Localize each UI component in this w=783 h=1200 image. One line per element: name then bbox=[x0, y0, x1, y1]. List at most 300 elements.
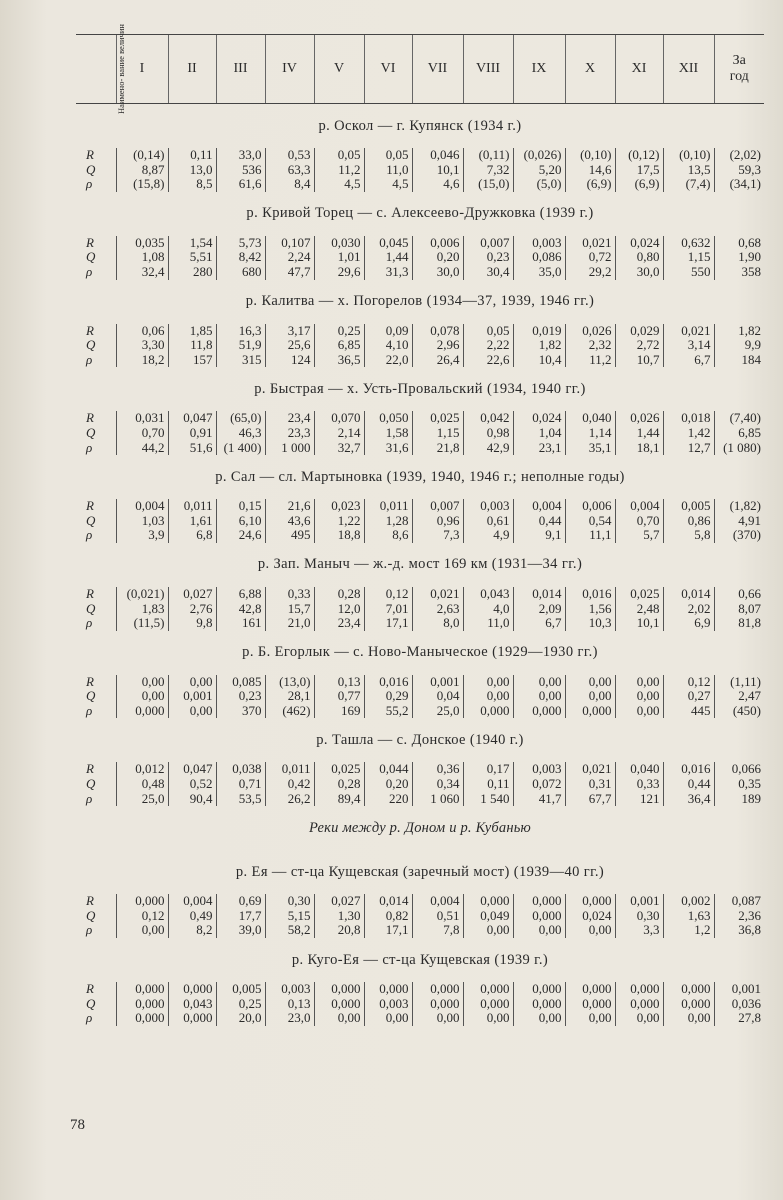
row-labels bbox=[76, 587, 116, 631]
value: 0,024 bbox=[630, 234, 660, 250]
value-cell bbox=[314, 411, 364, 455]
value: 3,17 bbox=[287, 322, 311, 338]
value-cell bbox=[663, 411, 714, 455]
value: 2,22 bbox=[486, 337, 510, 353]
value: 0,70 bbox=[636, 512, 660, 528]
value: 4,6 bbox=[443, 176, 460, 192]
value: 35,1 bbox=[588, 439, 612, 455]
value: (7,4) bbox=[685, 176, 711, 192]
value: 1,2 bbox=[694, 922, 711, 938]
row-label: R bbox=[86, 147, 94, 162]
value: 0,025 bbox=[630, 585, 660, 601]
value-cell bbox=[663, 675, 714, 719]
value: 370 bbox=[242, 702, 262, 718]
value: 0,00 bbox=[385, 1010, 409, 1026]
data-table bbox=[76, 24, 764, 1026]
value-cell bbox=[714, 587, 764, 631]
value: 0,007 bbox=[480, 234, 510, 250]
value: 0,043 bbox=[183, 995, 213, 1011]
value: 0,27 bbox=[687, 688, 711, 704]
section-data-row bbox=[76, 324, 764, 368]
value: (5,0) bbox=[536, 176, 562, 192]
value: 11,1 bbox=[589, 527, 612, 543]
header-month-3: III bbox=[216, 35, 265, 104]
value-cell bbox=[513, 324, 565, 368]
value: 31,3 bbox=[385, 263, 409, 279]
value: 2,09 bbox=[538, 600, 562, 616]
value: 7,01 bbox=[385, 600, 409, 616]
value: 0,96 bbox=[436, 512, 460, 528]
value: 0,005 bbox=[232, 981, 262, 997]
value: 0,011 bbox=[379, 498, 409, 514]
value-cell bbox=[463, 675, 513, 719]
value-cell bbox=[463, 982, 513, 1026]
value: 4,10 bbox=[385, 337, 409, 353]
value-cell bbox=[714, 411, 764, 455]
row-label: R bbox=[86, 761, 94, 777]
header-month-11: XI bbox=[615, 35, 663, 104]
section-title: р. Калитва — х. Погорелов (1934—37, 1939, 1946 гг.) bbox=[245, 293, 595, 310]
value-cell bbox=[412, 894, 463, 938]
value: 1,82 bbox=[738, 322, 761, 338]
row-label: R bbox=[86, 893, 94, 909]
value: 6,7 bbox=[694, 351, 711, 367]
value: 1,44 bbox=[636, 424, 660, 440]
row-label: Q bbox=[86, 907, 96, 923]
value: 0,000 bbox=[480, 995, 510, 1011]
value: 0,026 bbox=[582, 322, 612, 338]
value: 1,61 bbox=[189, 512, 213, 528]
row-labels bbox=[76, 148, 116, 192]
value: 0,29 bbox=[385, 688, 409, 704]
value-cell bbox=[565, 499, 615, 543]
value: 358 bbox=[741, 263, 761, 279]
value: 0,004 bbox=[532, 498, 562, 514]
value: 0,00 bbox=[486, 673, 510, 689]
value-cell bbox=[168, 411, 216, 455]
row-label: ρ bbox=[86, 615, 93, 631]
value: 23,3 bbox=[287, 424, 311, 440]
value-cell bbox=[513, 982, 565, 1026]
section-title-row bbox=[76, 718, 764, 762]
value: 0,04 bbox=[436, 688, 460, 704]
section-title-row bbox=[76, 104, 764, 149]
value: 0,004 bbox=[183, 893, 213, 909]
value: 0,000 bbox=[480, 893, 510, 909]
section-data-row bbox=[76, 587, 764, 631]
section-title-row bbox=[76, 631, 764, 675]
value: 55,2 bbox=[385, 702, 409, 718]
value: 1,28 bbox=[385, 512, 409, 528]
value: 0,00 bbox=[538, 1010, 562, 1026]
value: 0,030 bbox=[331, 234, 361, 250]
value: 0,30 bbox=[636, 907, 660, 923]
value: 0,00 bbox=[636, 688, 660, 704]
section-data-row bbox=[76, 894, 764, 938]
value: 8,6 bbox=[392, 527, 409, 543]
value-cell bbox=[364, 675, 412, 719]
value: 0,98 bbox=[486, 424, 510, 440]
header-month-9: IX bbox=[513, 35, 565, 104]
value: 161 bbox=[242, 615, 262, 631]
value: 0,000 bbox=[480, 702, 510, 718]
value: 2,72 bbox=[636, 337, 660, 353]
value: 3,3 bbox=[643, 922, 660, 938]
row-labels bbox=[76, 324, 116, 368]
section-data-row bbox=[76, 675, 764, 719]
value-cell bbox=[565, 675, 615, 719]
value: 4,5 bbox=[344, 176, 361, 192]
value-cell bbox=[565, 982, 615, 1026]
value-cell bbox=[116, 148, 168, 192]
value-cell bbox=[615, 587, 663, 631]
value: 5,15 bbox=[287, 907, 311, 923]
value: 0,014 bbox=[532, 585, 562, 601]
value-cell bbox=[412, 982, 463, 1026]
value: 0,33 bbox=[636, 776, 660, 792]
value: 13,0 bbox=[189, 161, 213, 177]
value: 0,86 bbox=[687, 512, 711, 528]
value-cell bbox=[364, 982, 412, 1026]
header-month-10: X bbox=[565, 35, 615, 104]
value: 0,043 bbox=[480, 585, 510, 601]
value-cell bbox=[714, 894, 764, 938]
value: 9,8 bbox=[196, 615, 213, 631]
value: (0,14) bbox=[133, 147, 165, 162]
row-label: Q bbox=[86, 161, 96, 177]
value-cell bbox=[463, 894, 513, 938]
section-data-row bbox=[76, 236, 764, 280]
value: 0,072 bbox=[532, 776, 562, 792]
value: (0,026) bbox=[523, 147, 562, 162]
value-cell bbox=[463, 762, 513, 806]
value-cell bbox=[463, 236, 513, 280]
value: 0,000 bbox=[135, 1010, 165, 1026]
row-labels bbox=[76, 499, 116, 543]
row-label: ρ bbox=[86, 790, 93, 806]
value-cell bbox=[314, 894, 364, 938]
value: 6,88 bbox=[238, 585, 262, 601]
value-cell bbox=[116, 587, 168, 631]
value: 0,024 bbox=[582, 907, 612, 923]
header-month-4: IV bbox=[265, 35, 314, 104]
value: 0,004 bbox=[135, 498, 165, 514]
value: 33,0 bbox=[238, 147, 262, 162]
value: 10,4 bbox=[538, 351, 562, 367]
value: 28,1 bbox=[287, 688, 311, 704]
value: 0,00 bbox=[189, 702, 213, 718]
header-month-12: XII bbox=[663, 35, 714, 104]
value: (0,12) bbox=[628, 147, 660, 162]
value: 27,8 bbox=[738, 1010, 761, 1026]
value: 0,36 bbox=[436, 761, 460, 777]
value: 0,000 bbox=[582, 893, 612, 909]
value-cell bbox=[314, 762, 364, 806]
value: 0,000 bbox=[183, 981, 213, 997]
value-cell bbox=[565, 236, 615, 280]
value: 3,9 bbox=[148, 527, 165, 543]
value: 25,0 bbox=[436, 702, 460, 718]
value: 51,6 bbox=[189, 439, 213, 455]
value: 0,05 bbox=[337, 147, 361, 162]
section-data-row bbox=[76, 762, 764, 806]
value: (0,10) bbox=[580, 147, 612, 162]
value: 1,30 bbox=[337, 907, 361, 923]
value: (450) bbox=[732, 702, 761, 718]
value: 0,024 bbox=[532, 410, 562, 426]
value: 124 bbox=[291, 351, 311, 367]
value-cell bbox=[412, 762, 463, 806]
value: 20,8 bbox=[337, 922, 361, 938]
value: 0,021 bbox=[582, 761, 612, 777]
value-cell bbox=[412, 148, 463, 192]
value: 4,91 bbox=[738, 512, 761, 528]
value: 2,47 bbox=[738, 688, 761, 704]
value: 0,025 bbox=[430, 410, 460, 426]
value-cell bbox=[714, 324, 764, 368]
value: 0,13 bbox=[287, 995, 311, 1011]
value: 0,54 bbox=[588, 512, 612, 528]
value: 35,0 bbox=[538, 263, 562, 279]
header-row bbox=[76, 35, 764, 104]
row-labels bbox=[76, 236, 116, 280]
value-cell bbox=[265, 982, 314, 1026]
value: 0,029 bbox=[630, 322, 660, 338]
value: 0,000 bbox=[582, 702, 612, 718]
value: 0,003 bbox=[480, 498, 510, 514]
value: (1 400) bbox=[223, 439, 262, 455]
value: 61,6 bbox=[238, 176, 262, 192]
value: 0,00 bbox=[588, 922, 612, 938]
value-cell bbox=[513, 499, 565, 543]
value: 5,7 bbox=[643, 527, 660, 543]
value: 16,3 bbox=[238, 322, 262, 338]
value: 18,8 bbox=[337, 527, 361, 543]
section-title: р. Б. Егорлык — с. Ново-Маныческое (1929—1930 гг.) bbox=[242, 644, 598, 661]
value: 0,019 bbox=[532, 322, 562, 338]
value-cell bbox=[364, 411, 412, 455]
section-title-row bbox=[76, 192, 764, 236]
value: 0,042 bbox=[480, 410, 510, 426]
value: 10,1 bbox=[636, 615, 660, 631]
value: 0,34 bbox=[436, 776, 460, 792]
row-label: ρ bbox=[86, 1010, 93, 1026]
value: 6,9 bbox=[694, 615, 711, 631]
value: 23,4 bbox=[287, 410, 311, 426]
value-cell bbox=[216, 499, 265, 543]
section-data-row bbox=[76, 499, 764, 543]
value: 0,00 bbox=[636, 673, 660, 689]
value-cell bbox=[615, 762, 663, 806]
row-label: ρ bbox=[86, 922, 93, 938]
value: (0,11) bbox=[478, 147, 510, 162]
value: 0,001 bbox=[183, 688, 213, 704]
value: 0,004 bbox=[430, 893, 460, 909]
value: 6,85 bbox=[337, 337, 361, 353]
value: 0,44 bbox=[687, 776, 711, 792]
value-cell bbox=[513, 762, 565, 806]
value: 29,6 bbox=[337, 263, 361, 279]
value-cell bbox=[364, 499, 412, 543]
value: 7,32 bbox=[486, 161, 510, 177]
value: 0,021 bbox=[681, 322, 711, 338]
header-month-1: I bbox=[116, 35, 168, 104]
value: 0,018 bbox=[681, 410, 711, 426]
section-data-row bbox=[76, 982, 764, 1026]
value-cell bbox=[168, 762, 216, 806]
value: 0,027 bbox=[183, 585, 213, 601]
value: 0,33 bbox=[287, 585, 311, 601]
row-label: R bbox=[86, 585, 94, 601]
value: 0,001 bbox=[731, 981, 761, 997]
section-title-row bbox=[76, 543, 764, 587]
value: 0,00 bbox=[141, 673, 165, 689]
value-cell bbox=[168, 587, 216, 631]
value: (6,9) bbox=[634, 176, 660, 192]
value: 5,8 bbox=[694, 527, 711, 543]
value: 0,11 bbox=[487, 776, 510, 792]
value: 10,1 bbox=[436, 161, 460, 177]
value: 26,4 bbox=[436, 351, 460, 367]
value-cell bbox=[714, 236, 764, 280]
value-cell bbox=[412, 236, 463, 280]
value: 0,20 bbox=[436, 249, 460, 265]
value: 25,6 bbox=[287, 337, 311, 353]
value: 0,000 bbox=[430, 995, 460, 1011]
value: 32,7 bbox=[337, 439, 361, 455]
value: 0,000 bbox=[135, 702, 165, 718]
section-title: р. Кривой Торец — с. Алексеево-Дружковка (1939 г.) bbox=[246, 205, 594, 222]
value: 0,000 bbox=[582, 995, 612, 1011]
value-cell bbox=[314, 499, 364, 543]
value-cell bbox=[314, 675, 364, 719]
value: 0,050 bbox=[379, 410, 409, 426]
value-cell bbox=[314, 148, 364, 192]
value: 0,036 bbox=[731, 995, 761, 1011]
value: 44,2 bbox=[141, 439, 165, 455]
value-cell bbox=[412, 411, 463, 455]
value-cell bbox=[463, 411, 513, 455]
value: (13,0) bbox=[279, 673, 311, 689]
value: 0,014 bbox=[379, 893, 409, 909]
value: 0,027 bbox=[331, 893, 361, 909]
value: 0,69 bbox=[238, 893, 262, 909]
row-label: R bbox=[86, 498, 94, 514]
value: 0,000 bbox=[532, 995, 562, 1011]
value: 0,00 bbox=[486, 922, 510, 938]
value: 8,4 bbox=[294, 176, 311, 192]
value-cell bbox=[615, 148, 663, 192]
value: 184 bbox=[741, 351, 761, 367]
value: 0,066 bbox=[731, 761, 761, 777]
section-title-row bbox=[76, 938, 764, 982]
value: 1,15 bbox=[436, 424, 460, 440]
value: 32,4 bbox=[141, 263, 165, 279]
value: 0,085 bbox=[232, 673, 262, 689]
value-cell bbox=[314, 587, 364, 631]
value: 0,070 bbox=[331, 410, 361, 426]
value: 0,021 bbox=[430, 585, 460, 601]
value: 90,4 bbox=[189, 790, 213, 806]
value: 22,6 bbox=[486, 351, 510, 367]
value-cell bbox=[663, 762, 714, 806]
value: 315 bbox=[242, 351, 262, 367]
row-label: ρ bbox=[86, 702, 93, 718]
value: 0,05 bbox=[385, 147, 409, 162]
value: 121 bbox=[640, 790, 660, 806]
value: 0,047 bbox=[183, 410, 213, 426]
value: 0,003 bbox=[379, 995, 409, 1011]
value: (7,40) bbox=[729, 410, 761, 426]
value: 58,2 bbox=[287, 922, 311, 938]
value-cell bbox=[364, 894, 412, 938]
value: 2,24 bbox=[287, 249, 311, 265]
row-labels bbox=[76, 762, 116, 806]
value: 1,04 bbox=[538, 424, 562, 440]
value: 8,42 bbox=[238, 249, 262, 265]
value: (2,02) bbox=[729, 147, 761, 162]
value: 0,000 bbox=[331, 981, 361, 997]
header-name-cell bbox=[76, 24, 126, 114]
value: 21,8 bbox=[436, 439, 460, 455]
value-cell bbox=[265, 587, 314, 631]
value-cell bbox=[663, 499, 714, 543]
value: 0,016 bbox=[379, 673, 409, 689]
value-cell bbox=[265, 324, 314, 368]
value: 2,96 bbox=[436, 337, 460, 353]
value: 1,01 bbox=[337, 249, 361, 265]
value: 0,53 bbox=[287, 147, 311, 162]
value: 1,83 bbox=[141, 600, 165, 616]
value: 495 bbox=[291, 527, 311, 543]
value: 0,77 bbox=[337, 688, 361, 704]
value: 0,12 bbox=[385, 585, 409, 601]
value: 11,0 bbox=[487, 615, 510, 631]
value-cell bbox=[314, 324, 364, 368]
value: 10,3 bbox=[588, 615, 612, 631]
value: 21,6 bbox=[287, 498, 311, 514]
value: 0,11 bbox=[190, 147, 213, 162]
value: 0,003 bbox=[532, 234, 562, 250]
value: 0,044 bbox=[379, 761, 409, 777]
value-cell bbox=[265, 236, 314, 280]
value-cell bbox=[714, 499, 764, 543]
value-cell bbox=[116, 762, 168, 806]
value: 25,0 bbox=[141, 790, 165, 806]
value: 89,4 bbox=[337, 790, 361, 806]
value: 0,28 bbox=[337, 585, 361, 601]
value-cell bbox=[265, 148, 314, 192]
value-cell bbox=[463, 587, 513, 631]
value: 0,000 bbox=[532, 981, 562, 997]
value: 5,51 bbox=[189, 249, 213, 265]
section-title-row bbox=[76, 806, 764, 850]
value: 0,42 bbox=[287, 776, 311, 792]
value-cell bbox=[314, 982, 364, 1026]
row-label: Q bbox=[86, 249, 96, 265]
row-label: ρ bbox=[86, 263, 93, 279]
value: 0,68 bbox=[738, 234, 761, 250]
value: 18,1 bbox=[636, 439, 660, 455]
value-cell bbox=[265, 411, 314, 455]
value: 0,31 bbox=[588, 776, 612, 792]
value-cell bbox=[265, 675, 314, 719]
value: 0,000 bbox=[135, 981, 165, 997]
value-cell bbox=[663, 148, 714, 192]
value: 6,8 bbox=[196, 527, 213, 543]
value: 42,8 bbox=[238, 600, 262, 616]
value: 0,000 bbox=[532, 893, 562, 909]
